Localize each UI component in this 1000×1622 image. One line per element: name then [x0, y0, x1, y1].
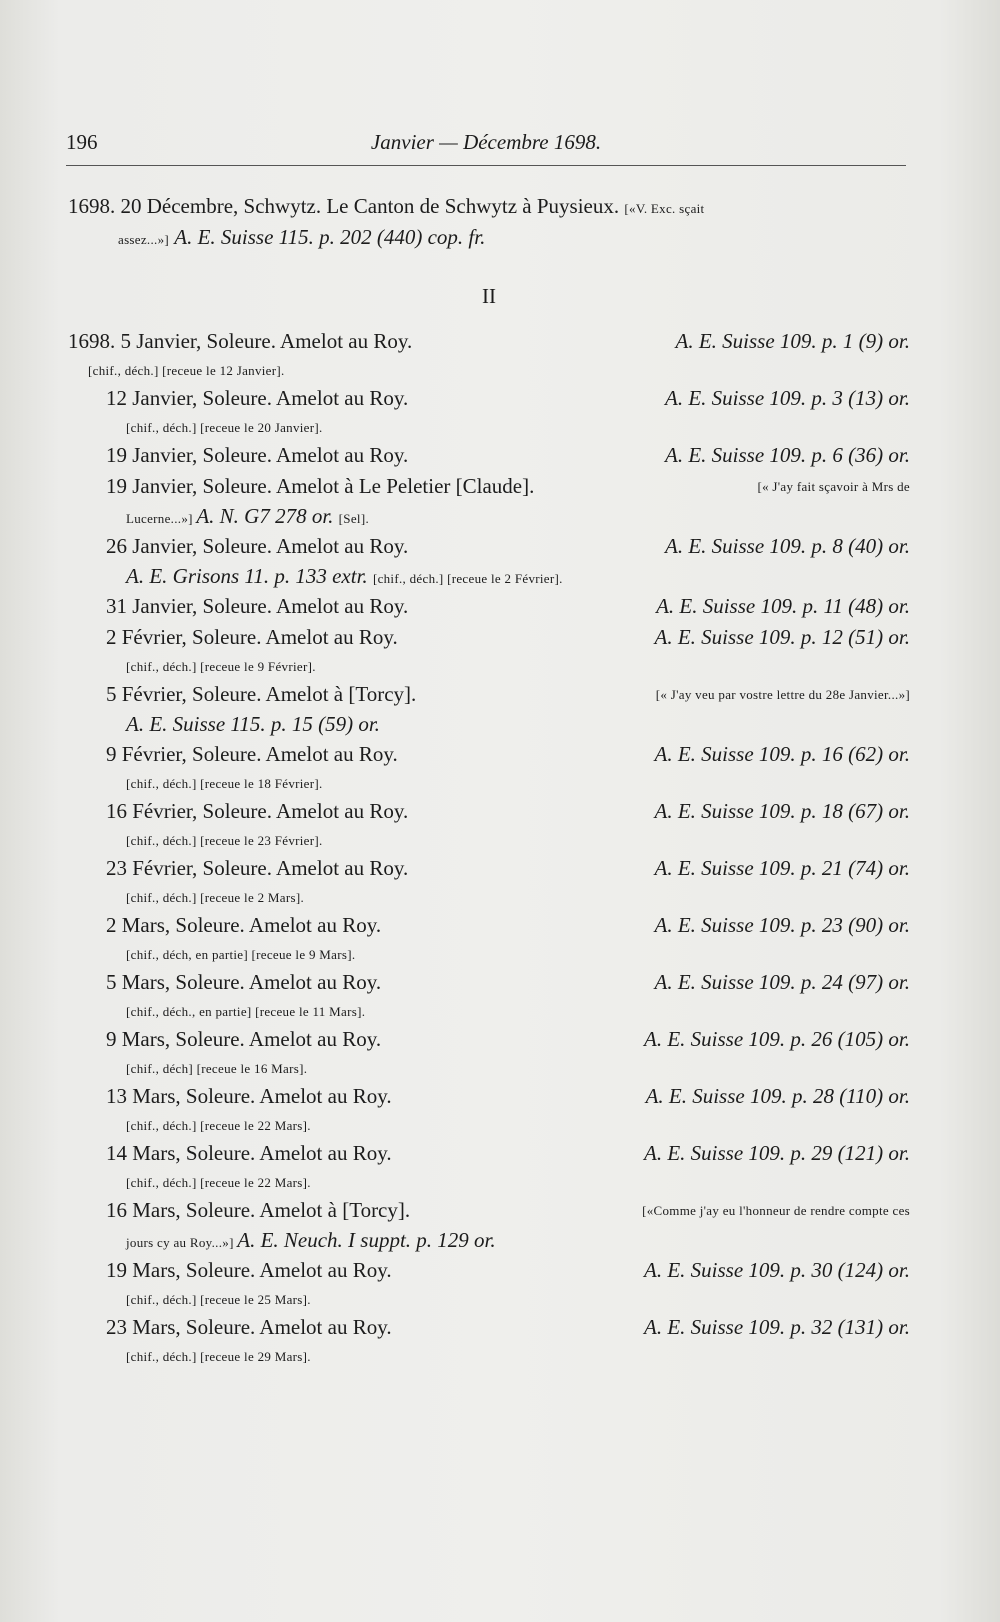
entry-subline: [106, 773, 910, 795]
entry-subline: [106, 1058, 910, 1080]
entry-reference: A. E. Suisse 109. p. 6 (36) or.: [665, 443, 910, 467]
calendar-entry: [68, 797, 910, 852]
calendar-entry: [68, 680, 910, 738]
page-number: 196: [66, 130, 98, 154]
entry-subline: [106, 713, 910, 738]
calendar-entry: [68, 1196, 910, 1254]
entry-main: 19 Mars, Soleure. Amelot au Roy.: [106, 1258, 392, 1282]
entry-subline: [106, 1001, 910, 1023]
entry-receipt-note: [chif., déch.] [receue le 2 Mars].: [126, 890, 305, 905]
calendar-entry: [68, 1082, 910, 1137]
entry-row: [106, 968, 910, 997]
running-title: Janvier — Décembre 1698.: [370, 130, 602, 154]
entry-list: [68, 327, 910, 1368]
entry-row: [106, 384, 910, 413]
entry-reference: A. E. Suisse 109. p. 32 (131) or.: [644, 1315, 910, 1339]
entry-subline: [106, 1229, 910, 1254]
entry-receipt-note: [chif., déch.] [receue le 9 Février].: [126, 659, 316, 674]
calendar-entry: [68, 592, 910, 621]
entry-note: [« J'ay veu par vostre lettre du 28e Janvier...»]: [655, 687, 910, 702]
calendar-entry: [68, 1313, 910, 1368]
running-head: [66, 130, 906, 164]
entry-receipt-note: [chif., déch.] [receue le 2 Février].: [372, 571, 563, 586]
calendar-entry: [68, 854, 910, 909]
entry-reference: A. E. Suisse 109. p. 24 (97) or.: [654, 970, 910, 994]
entry-receipt-note: [chif., déch, en partie] [receue le 9 Mars].: [126, 947, 356, 962]
entry-reference: A. E. Suisse 109. p. 3 (13) or.: [665, 386, 910, 410]
entry-reference: A. E. Suisse 109. p. 18 (67) or.: [654, 799, 910, 823]
entry-subline: [106, 656, 910, 678]
entry-row: [106, 740, 910, 769]
entry-subline: [106, 1172, 910, 1194]
calendar-entry: [68, 1025, 910, 1080]
entry-row: [106, 592, 910, 621]
entry-note-cont: assez...»]: [118, 232, 170, 247]
entry-subline: [68, 360, 910, 382]
calendar-entry: [68, 623, 910, 678]
calendar-entry: [68, 327, 910, 382]
entry-row: [106, 1313, 910, 1342]
entry-subline: [106, 1289, 910, 1311]
entry-row: [106, 1025, 910, 1054]
entry-row: [106, 854, 910, 883]
entry-main: 19 Janvier, Soleure. Amelot à Le Peletier [Claude].: [106, 474, 535, 498]
entry-first: [68, 192, 910, 254]
entry-row: [106, 911, 910, 940]
entry-main: 12 Janvier, Soleure. Amelot au Roy.: [106, 386, 409, 410]
entry-row: [106, 441, 910, 470]
calendar-entries: [68, 192, 910, 1370]
entry-receipt-note: [chif., déch.] [receue le 20 Janvier].: [126, 420, 323, 435]
entry-secondary-reference: A. E. Grisons 11. p. 133 extr.: [126, 564, 373, 588]
calendar-entry: [68, 911, 910, 966]
entry-note-cont: Lucerne...»]: [126, 511, 197, 526]
calendar-entry: [68, 1256, 910, 1311]
section-heading: II: [482, 284, 496, 308]
entry-main: 1698. 20 Décembre, Schwytz. Le Canton de Schwytz à Puysieux.: [68, 194, 620, 218]
entry-main: 9 Mars, Soleure. Amelot au Roy.: [106, 1027, 382, 1051]
entry-reference: A. E. Suisse 109. p. 30 (124) or.: [644, 1258, 910, 1282]
entry-receipt-note: [chif., déch., en partie] [receue le 11 Mars].: [126, 1004, 366, 1019]
entry-main: 19 Janvier, Soleure. Amelot au Roy.: [106, 443, 409, 467]
entry-subline: [106, 417, 910, 439]
entry-receipt-note: [chif., déch.] [receue le 25 Mars].: [126, 1292, 311, 1307]
entry-main: 5 Février, Soleure. Amelot à [Torcy].: [106, 682, 417, 706]
entry-main: 16 Mars, Soleure. Amelot à [Torcy].: [106, 1198, 411, 1222]
entry-main: 5 Mars, Soleure. Amelot au Roy.: [106, 970, 382, 994]
entry-row: [106, 623, 910, 652]
entry-row: [106, 1256, 910, 1285]
entry-receipt-note: [chif., déch] [receue le 16 Mars].: [126, 1061, 308, 1076]
entry-reference: A. E. Suisse 109. p. 1 (9) or.: [675, 329, 910, 353]
calendar-entry: [68, 384, 910, 439]
entry-receipt-note: [chif., déch.] [receue le 22 Mars].: [126, 1175, 311, 1190]
entry-receipt-note: [chif., déch.] [receue le 12 Janvier].: [88, 363, 285, 378]
entry-reference: A. E. Suisse 109. p. 23 (90) or.: [654, 913, 910, 937]
entry-main: 14 Mars, Soleure. Amelot au Roy.: [106, 1141, 392, 1165]
entry-row: [106, 680, 910, 709]
entry-continuation: [68, 223, 910, 254]
entry-subline: [106, 1115, 910, 1137]
entry-row: [106, 1082, 910, 1111]
entry-note: [«V. Exc. sçait: [624, 201, 705, 216]
calendar-entry: [68, 532, 910, 590]
entry-row: [106, 1139, 910, 1168]
entry-main: 2 Février, Soleure. Amelot au Roy.: [106, 625, 398, 649]
entry-note-cont: jours cy au Roy...»]: [126, 1235, 238, 1250]
entry-reference: A. E. Suisse 109. p. 12 (51) or.: [654, 625, 910, 649]
calendar-entry: [68, 740, 910, 795]
entry-secondary-reference: A. E. Neuch. I suppt. p. 129 or.: [237, 1228, 496, 1252]
entry-subline: [106, 565, 910, 590]
entry-main: 2 Mars, Soleure. Amelot au Roy.: [106, 913, 382, 937]
entry-row: [68, 327, 910, 356]
entry-row: [106, 797, 910, 826]
calendar-entry: [68, 968, 910, 1023]
entry-subline: [106, 887, 910, 909]
entry-note: [«Comme j'ay eu l'honneur de rendre compte ces: [642, 1203, 910, 1218]
entry-row: [106, 532, 910, 561]
entry-reference: A. E. Suisse 109. p. 11 (48) or.: [656, 594, 910, 618]
entry-note: [« J'ay fait sçavoir à Mrs de: [757, 479, 910, 494]
entry-reference: A. E. Suisse 109. p. 29 (121) or.: [644, 1141, 910, 1165]
entry-main: 26 Janvier, Soleure. Amelot au Roy.: [106, 534, 409, 558]
entry-row: [106, 1196, 910, 1225]
entry-secondary-reference: A. E. Suisse 115. p. 15 (59) or.: [126, 712, 380, 736]
entry-tail-note: [Sel].: [338, 511, 369, 526]
entry-reference: A. E. Suisse 109. p. 21 (74) or.: [654, 856, 910, 880]
header-rule: [66, 165, 906, 166]
entry-reference: A. E. Suisse 109. p. 28 (110) or.: [645, 1084, 910, 1108]
entry-subline: [106, 830, 910, 852]
calendar-entry: [68, 1139, 910, 1194]
entry-row: [106, 472, 910, 501]
entry-subline: [106, 1346, 910, 1368]
entry-main: 9 Février, Soleure. Amelot au Roy.: [106, 742, 398, 766]
entry-receipt-note: [chif., déch.] [receue le 22 Mars].: [126, 1118, 311, 1133]
entry-secondary-reference: A. N. G7 278 or.: [196, 504, 339, 528]
entry-reference: A. E. Suisse 115. p. 202 (440) cop. fr.: [174, 225, 486, 249]
entry-main: 31 Janvier, Soleure. Amelot au Roy.: [106, 594, 409, 618]
entry-main: 1698. 5 Janvier, Soleure. Amelot au Roy.: [68, 329, 413, 353]
entry-main: 16 Février, Soleure. Amelot au Roy.: [106, 799, 409, 823]
entry-receipt-note: [chif., déch.] [receue le 18 Février].: [126, 776, 323, 791]
entry-reference: A. E. Suisse 109. p. 8 (40) or.: [665, 534, 910, 558]
entry-reference: A. E. Suisse 109. p. 16 (62) or.: [654, 742, 910, 766]
entry-main: 23 Février, Soleure. Amelot au Roy.: [106, 856, 409, 880]
entry-subline: [106, 505, 910, 530]
entry-main: 23 Mars, Soleure. Amelot au Roy.: [106, 1315, 392, 1339]
entry-reference: A. E. Suisse 109. p. 26 (105) or.: [644, 1027, 910, 1051]
calendar-entry: [68, 441, 910, 470]
entry-subline: [106, 944, 910, 966]
entry-receipt-note: [chif., déch.] [receue le 29 Mars].: [126, 1349, 311, 1364]
entry-main: 13 Mars, Soleure. Amelot au Roy.: [106, 1084, 392, 1108]
entry-receipt-note: [chif., déch.] [receue le 23 Février].: [126, 833, 323, 848]
calendar-entry: [68, 472, 910, 530]
